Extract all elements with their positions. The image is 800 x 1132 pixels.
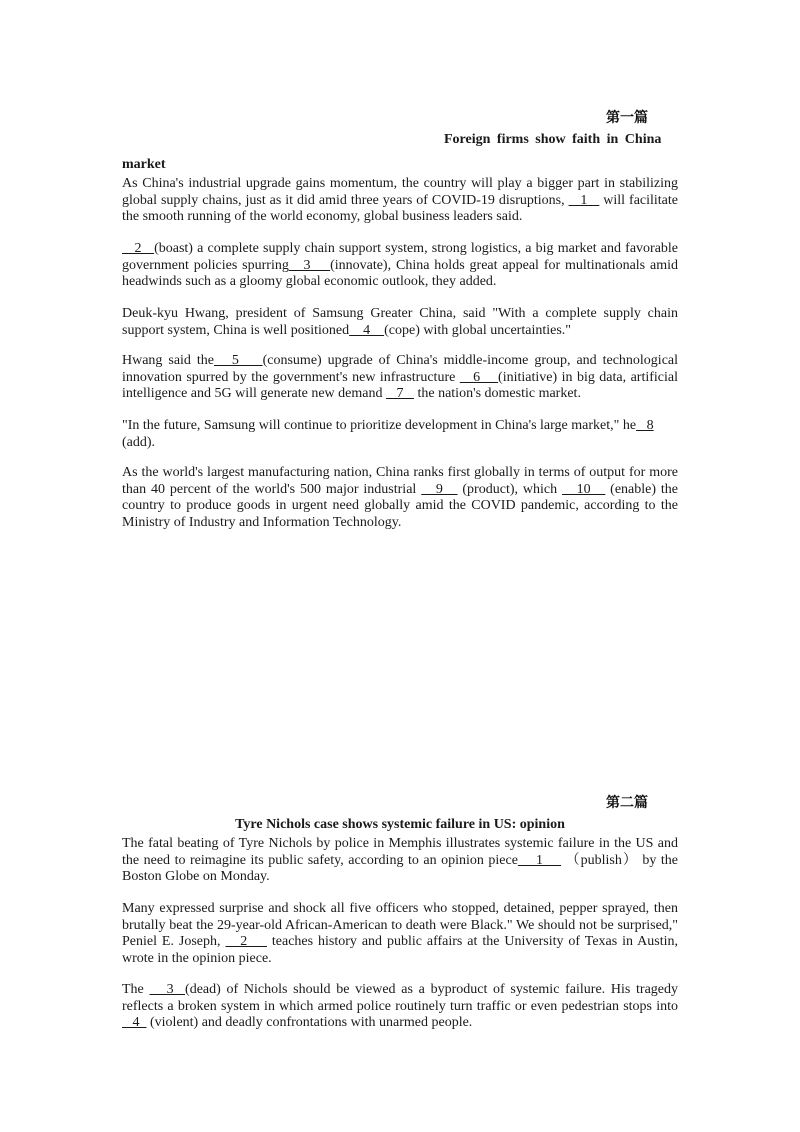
passage-2-paragraph bbox=[122, 836, 678, 886]
passage-1-label: 第一篇 bbox=[606, 110, 648, 126]
passage-1-title: Foreign firms show faith in China bbox=[444, 132, 662, 147]
passage-2-paragraph bbox=[122, 901, 678, 967]
passage-1-paragraph bbox=[122, 353, 678, 403]
passage-2-paragraph bbox=[122, 982, 678, 1032]
paragraph-text: the nation's domestic market. bbox=[413, 386, 581, 401]
answer-blank: 1 bbox=[568, 192, 600, 208]
passage-1-paragraph bbox=[122, 465, 678, 531]
paragraph-text: (enable) the country to produce goods in urgent need globally amid the COVID pandemic, according to the Ministry of Industry and Information Technology. bbox=[122, 481, 679, 530]
passage-1-paragraph bbox=[122, 241, 678, 291]
paragraph-text: The bbox=[122, 982, 150, 997]
answer-blank: 8 bbox=[636, 418, 654, 433]
answer-blank: 5 bbox=[213, 353, 263, 368]
passage-1-title-continued: market bbox=[122, 157, 166, 172]
paragraph-text: (innovate), China holds great appeal for multinationals amid headwinds such as a gloomy global economic outlook, they added. bbox=[122, 257, 679, 289]
paragraph-text: (initiative) in big data, artificial intelligence and 5G will generate new demand bbox=[122, 369, 679, 401]
paragraph-text: As the world's largest manufacturing nation, China ranks first globally in terms of output for more than 40 percent of the world's 500 major industrial bbox=[122, 465, 678, 497]
paragraph-text: (consume) upgrade of China's middle-income group, and technological innovation spurred by the government's new infrastructure bbox=[122, 353, 679, 385]
answer-blank: 3 bbox=[149, 982, 186, 997]
paragraph-text: teaches history and public affairs at the University of Texas in Austin, wrote in the opinion piece. bbox=[122, 934, 679, 966]
passage-2-title: Tyre Nichols case shows systemic failure in US: opinion bbox=[235, 817, 565, 832]
paragraph-text: (violent) and deadly confrontations with unarmed people. bbox=[146, 1015, 473, 1030]
paragraph-text: Hwang said the bbox=[122, 353, 214, 368]
answer-blank: 1 bbox=[517, 852, 562, 868]
paragraph-text: The fatal beating of Tyre Nichols by police in Memphis illustrates systemic failure in the US and the need to reimagine its public safety, according to an opinion piece bbox=[122, 836, 678, 868]
paragraph-text: (product), which bbox=[457, 481, 562, 497]
paragraph-text: (cope) with global uncertainties." bbox=[384, 322, 571, 338]
answer-blank: 9 bbox=[421, 481, 458, 497]
answer-blank: 4 bbox=[122, 1015, 147, 1030]
passage-1-paragraph bbox=[122, 306, 678, 339]
passage-2-label: 第二篇 bbox=[606, 795, 648, 811]
answer-blank: 4 bbox=[349, 322, 385, 338]
paragraph-text: Many expressed surprise and shock all five officers who stopped, detained, pepper sprayed, then brutally beat the 29-year-old African-American to death were Black." We should not be surprised," Peniel E. Joseph, bbox=[122, 901, 678, 949]
answer-blank: 2 bbox=[225, 934, 267, 949]
paragraph-text: (add). bbox=[122, 434, 156, 450]
paragraph-text: Deuk-kyu Hwang, president of Samsung Greater China, said "With a complete supply chain support system, China is well positioned bbox=[122, 306, 678, 338]
passage-1-paragraph bbox=[122, 176, 678, 226]
paragraph-text: As China's industrial upgrade gains momentum, the country will play a bigger part in stabilizing global supply chains, just as it did amid three years of COVID-19 disruptions, bbox=[122, 176, 678, 208]
paragraph-text: will facilitate the smooth running of the world economy, global business leaders said. bbox=[122, 192, 678, 224]
answer-blank: 10 bbox=[561, 481, 606, 497]
paragraph-text: (boast) a complete supply chain support system, strong logistics, a big market and favorable government policies spurring bbox=[122, 241, 679, 273]
paragraph-text: (dead) of Nichols should be viewed as a byproduct of systemic failure. His tragedy reflects a broken system in which armed police routinely turn traffic or even pedestrian stops into bbox=[122, 982, 679, 1014]
paragraph-text: （publish） by the Boston Globe on Monday. bbox=[122, 852, 678, 884]
passage-1-paragraph bbox=[122, 418, 678, 451]
answer-blank: 2 bbox=[122, 241, 155, 256]
paragraph-text: "In the future, Samsung will continue to prioritize development in China's large market," he bbox=[122, 418, 637, 433]
answer-blank: 3 bbox=[288, 257, 331, 273]
answer-blank: 7 bbox=[385, 386, 414, 401]
answer-blank: 6 bbox=[459, 369, 499, 385]
